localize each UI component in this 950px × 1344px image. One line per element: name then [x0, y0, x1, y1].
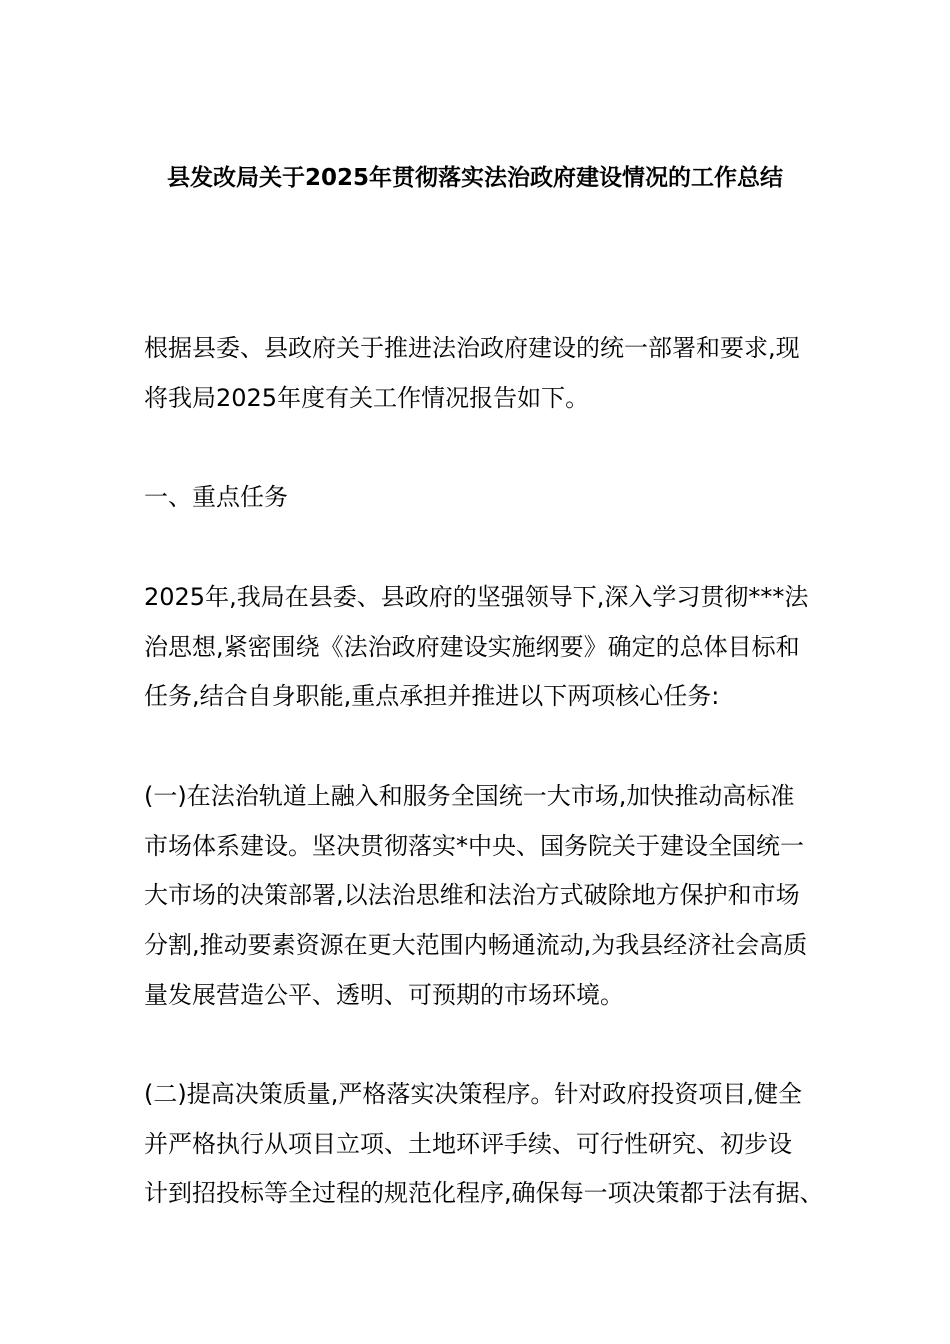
paragraph-task-1-line-1: (一)在法治轨道上融入和服务全国统一大市场,加快推动高标准 — [144, 782, 795, 810]
paragraph-task-1-line-5: 量发展营造公平、透明、可预期的市场环境。 — [144, 981, 624, 1009]
paragraph-task-1-line-2: 市场体系建设。坚决贯彻落实*中央、国务院关于建设全国统一 — [144, 832, 804, 860]
paragraph-task-2-line-3: 计到招投标等全过程的规范化程序,确保每一项决策都于法有据、 — [144, 1179, 824, 1207]
paragraph-summary-line-2: 治思想,紧密围绕《法治政府建设实施纲要》确定的总体目标和 — [144, 633, 800, 661]
paragraph-task-1-line-4: 分割,推动要素资源在更大范围内畅通流动,为我县经济社会高质 — [144, 931, 808, 959]
document-title: 县发改局关于2025年贯彻落实法治政府建设情况的工作总结 — [166, 165, 783, 191]
paragraph-task-1-line-3: 大市场的决策部署,以法治思维和法治方式破除地方保护和市场 — [144, 881, 800, 909]
paragraph-intro-line-1: 根据县委、县政府关于推进法治政府建设的统一部署和要求,现 — [144, 334, 800, 362]
paragraph-task-2-line-2: 并严格执行从项目立项、土地环评手续、可行性研究、初步设 — [144, 1130, 792, 1158]
paragraph-intro-line-2: 将我局2025年度有关工作情况报告如下。 — [144, 384, 590, 412]
paragraph-summary-line-3: 任务,结合自身职能,重点承担并推进以下两项核心任务: — [144, 682, 720, 710]
section-heading: 一、重点任务 — [144, 483, 288, 511]
paragraph-summary-line-1: 2025年,我局在县委、县政府的坚强领导下,深入学习贯彻***法 — [144, 583, 809, 611]
paragraph-task-2-line-1: (二)提高决策质量,严格落实决策程序。针对政府投资项目,健全 — [144, 1080, 802, 1108]
